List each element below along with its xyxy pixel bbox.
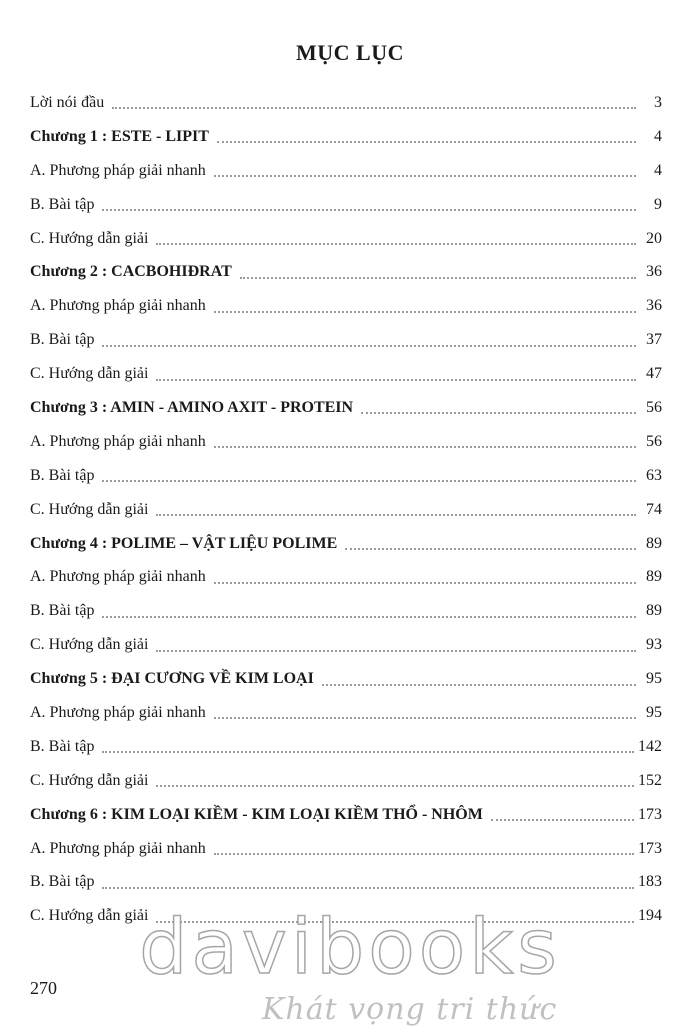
page-number: 270: [30, 978, 57, 998]
dot-leader: [214, 445, 636, 448]
watermark-brand: davibooks: [139, 902, 561, 991]
table-of-contents: [30, 86, 662, 933]
toc-entry-page: 47: [646, 365, 662, 383]
toc-entry: [30, 459, 662, 493]
toc-entry-label: B. Bài tập: [30, 873, 98, 891]
toc-entry-page: 56: [646, 398, 662, 416]
toc-entry: [30, 628, 662, 662]
dot-leader: [102, 344, 636, 347]
page-title: MỤC LỤC: [296, 40, 404, 65]
toc-entry-page: 37: [646, 331, 662, 349]
toc-entry-label: B. Bài tập: [30, 331, 98, 349]
toc-entry: [30, 730, 662, 764]
toc-entry-page: 20: [646, 229, 662, 247]
toc-entry-label: B. Bài tập: [30, 602, 98, 620]
toc-entry-label: C. Hướng dẫn giải: [30, 772, 152, 790]
toc-entry: [30, 154, 662, 188]
toc-entry-label: Chương 5 : ĐẠI CƯƠNG VỀ KIM LOẠI: [30, 670, 318, 688]
dot-leader: [102, 615, 636, 618]
dot-leader: [214, 852, 634, 855]
toc-entry-label: A. Phương pháp giải nhanh: [30, 297, 210, 315]
toc-entry-label: Chương 1 : ESTE - LIPIT: [30, 128, 213, 146]
dot-leader: [156, 784, 634, 787]
toc-entry: [30, 188, 662, 222]
toc-chapter-entry: [30, 255, 662, 289]
toc-entry-page: 9: [654, 195, 662, 213]
toc-entry-page: 173: [638, 805, 662, 823]
toc-entry-page: 56: [646, 432, 662, 450]
toc-chapter-entry: [30, 527, 662, 561]
toc-entry-page: 36: [646, 297, 662, 315]
toc-entry-label: B. Bài tập: [30, 738, 98, 756]
toc-entry-page: 173: [638, 839, 662, 857]
toc-chapter-entry: [30, 662, 662, 696]
dot-leader: [214, 310, 636, 313]
toc-entry-page: 74: [646, 500, 662, 518]
dot-leader: [361, 411, 636, 414]
dot-leader: [102, 208, 636, 211]
dot-leader: [156, 513, 636, 516]
toc-entry-page: 3: [654, 93, 662, 111]
toc-chapter-entry: [30, 391, 662, 425]
toc-entry: [30, 493, 662, 527]
toc-chapter-entry: [30, 798, 662, 832]
toc-entry-label: C. Hướng dẫn giải: [30, 501, 152, 519]
dot-leader: [102, 750, 634, 753]
toc-chapter-entry: [30, 120, 662, 154]
toc-entry-page: 95: [646, 703, 662, 721]
toc-entry-label: Lời nói đầu: [30, 94, 108, 112]
toc-entry-page: 152: [638, 771, 662, 789]
toc-entry-label: Chương 3 : AMIN - AMINO AXIT - PROTEIN: [30, 399, 357, 417]
toc-entry: [30, 222, 662, 256]
toc-entry-label: A. Phương pháp giải nhanh: [30, 568, 210, 586]
toc-entry: [30, 86, 662, 120]
dot-leader: [240, 276, 636, 279]
toc-entry: [30, 357, 662, 391]
dot-leader: [345, 547, 636, 550]
toc-entry-page: 36: [646, 263, 662, 281]
dot-leader: [112, 106, 636, 109]
toc-entry-label: C. Hướng dẫn giải: [30, 365, 152, 383]
toc-entry: [30, 865, 662, 899]
toc-entry-page: 63: [646, 466, 662, 484]
watermark-slogan: Khát vọng tri thức: [262, 992, 558, 1027]
dot-leader: [102, 886, 634, 889]
toc-entry-page: 194: [638, 907, 662, 925]
toc-entry-label: A. Phương pháp giải nhanh: [30, 704, 210, 722]
dot-leader: [156, 378, 636, 381]
toc-entry: [30, 425, 662, 459]
toc-entry: [30, 323, 662, 357]
toc-entry: [30, 832, 662, 866]
dot-leader: [102, 479, 636, 482]
toc-entry: [30, 696, 662, 730]
toc-entry-label: A. Phương pháp giải nhanh: [30, 840, 210, 858]
toc-entry-page: 89: [646, 568, 662, 586]
dot-leader: [156, 242, 636, 245]
toc-entry: [30, 289, 662, 323]
toc-entry-page: 4: [654, 127, 662, 145]
toc-entry-page: 95: [646, 670, 662, 688]
toc-entry-label: Chương 6 : KIM LOẠI KIỀM - KIM LOẠI KIỀM THỔ - NHÔM: [30, 806, 487, 824]
toc-entry-label: Chương 2 : CACBOHIĐRAT: [30, 263, 236, 281]
toc-entry: [30, 594, 662, 628]
toc-entry-label: A. Phương pháp giải nhanh: [30, 433, 210, 451]
toc-entry-page: 183: [638, 873, 662, 891]
toc-entry-label: C. Hướng dẫn giải: [30, 907, 152, 925]
toc-entry-label: A. Phương pháp giải nhanh: [30, 162, 210, 180]
toc-entry-label: Chương 4 : POLIME – VẬT LIỆU POLIME: [30, 535, 341, 553]
dot-leader: [491, 818, 634, 821]
toc-entry-page: 142: [638, 737, 662, 755]
toc-entry-label: B. Bài tập: [30, 196, 98, 214]
dot-leader: [214, 716, 636, 719]
toc-entry: [30, 560, 662, 594]
toc-entry-page: 89: [646, 534, 662, 552]
dot-leader: [217, 140, 636, 143]
dot-leader: [156, 649, 636, 652]
dot-leader: [214, 174, 636, 177]
toc-entry-page: 4: [654, 161, 662, 179]
dot-leader: [214, 581, 636, 584]
toc-entry: [30, 764, 662, 798]
toc-entry-label: B. Bài tập: [30, 467, 98, 485]
toc-entry-page: 93: [646, 636, 662, 654]
toc-entry-label: C. Hướng dẫn giải: [30, 636, 152, 654]
toc-entry-label: C. Hướng dẫn giải: [30, 230, 152, 248]
dot-leader: [322, 683, 636, 686]
toc-entry-page: 89: [646, 602, 662, 620]
